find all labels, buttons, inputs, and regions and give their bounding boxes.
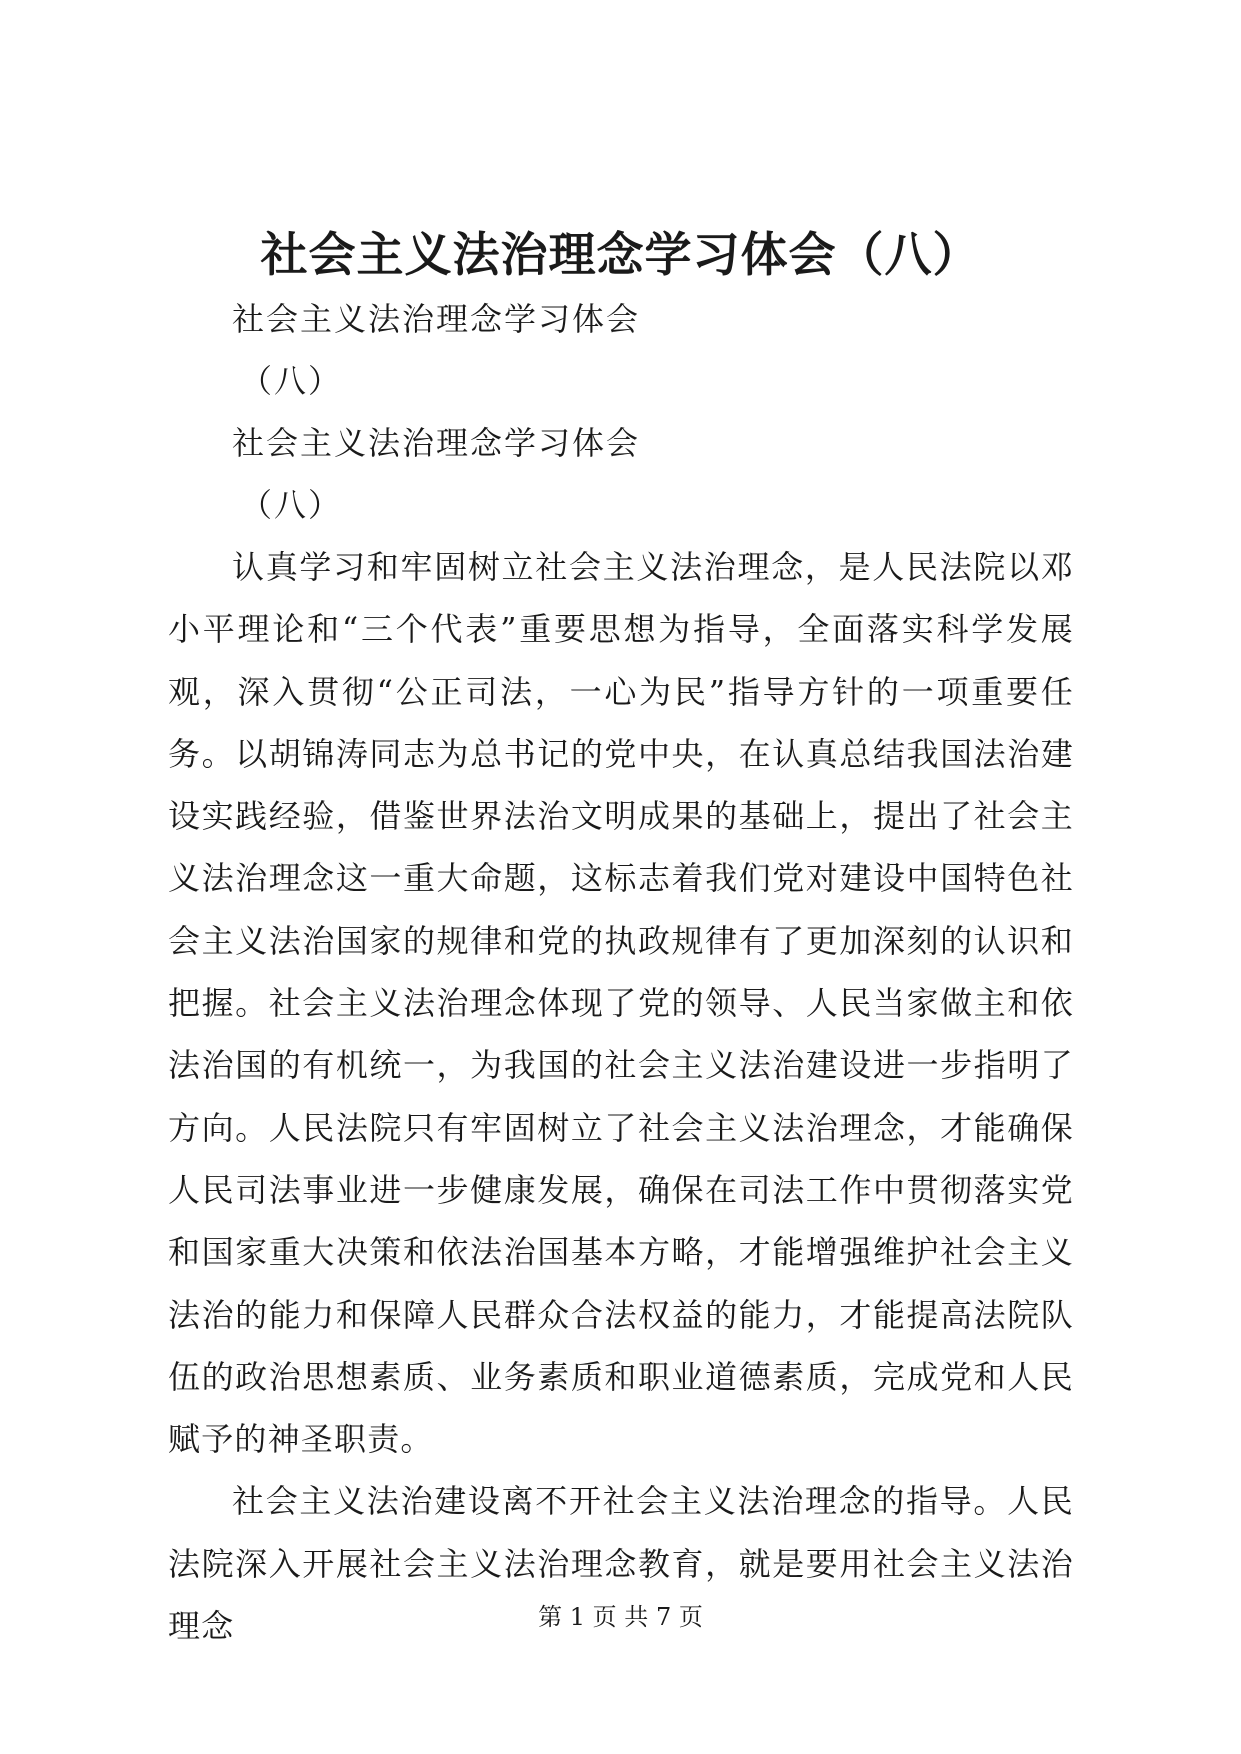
subtitle-paren-1: （八） [240,362,343,400]
body-paragraph-2: 社会主义法治建设离不开社会主义法治理念的指导。人民法院深入开展社会主义法治理念教育，就是要用社会主义法治理念 [168,1482,1074,1646]
body-paragraph-1: 认真学习和牢固树立社会主义法治理念，是人民法院以邓小平理论和“三个代表”重要思想为指导，全面落实科学发展观，深入贯彻“公正司法，一心为民”指导方针的一项重要任务。以胡锦涛同志为总书记的党中央，在认真总结我国法治建设实践经验，借鉴世界法治文明成果的基础上，提出了社会主义法治理念这一重大命题，这标志着我们党对建设中国特色社会主义法治国家的规律和党的执政规律有了更加深刻的认识和把握。社会主义法治理念体现了党的领导、人民当家做主和依法治国的有机统一，为我国的社会主义法治建设进一步指明了方向。人民法院只有牢固树立了社会主义法治理念，才能确保人民司法事业进一步健康发展，确保在司法工作中贯彻落实党和国家重大决策和依法治国基本方略，才能增强维护社会主义法治的能力和保障人民群众合法权益的能力，才能提高法院队伍的政治思想素质、业务素质和职业道德素质，完成党和人民赋予的神圣职责。 [168,548,1074,1459]
document-title: 社会主义法治理念学习体会（八） [260,228,981,283]
page-footer: 第 1 页 共 7 页 [538,1603,703,1631]
document-body [168,288,1074,1657]
subtitle-paren-2: （八） [240,486,343,524]
subtitle-line-1: 社会主义法治理念学习体会 [232,300,641,338]
subtitle-line-2: 社会主义法治理念学习体会 [232,424,641,462]
